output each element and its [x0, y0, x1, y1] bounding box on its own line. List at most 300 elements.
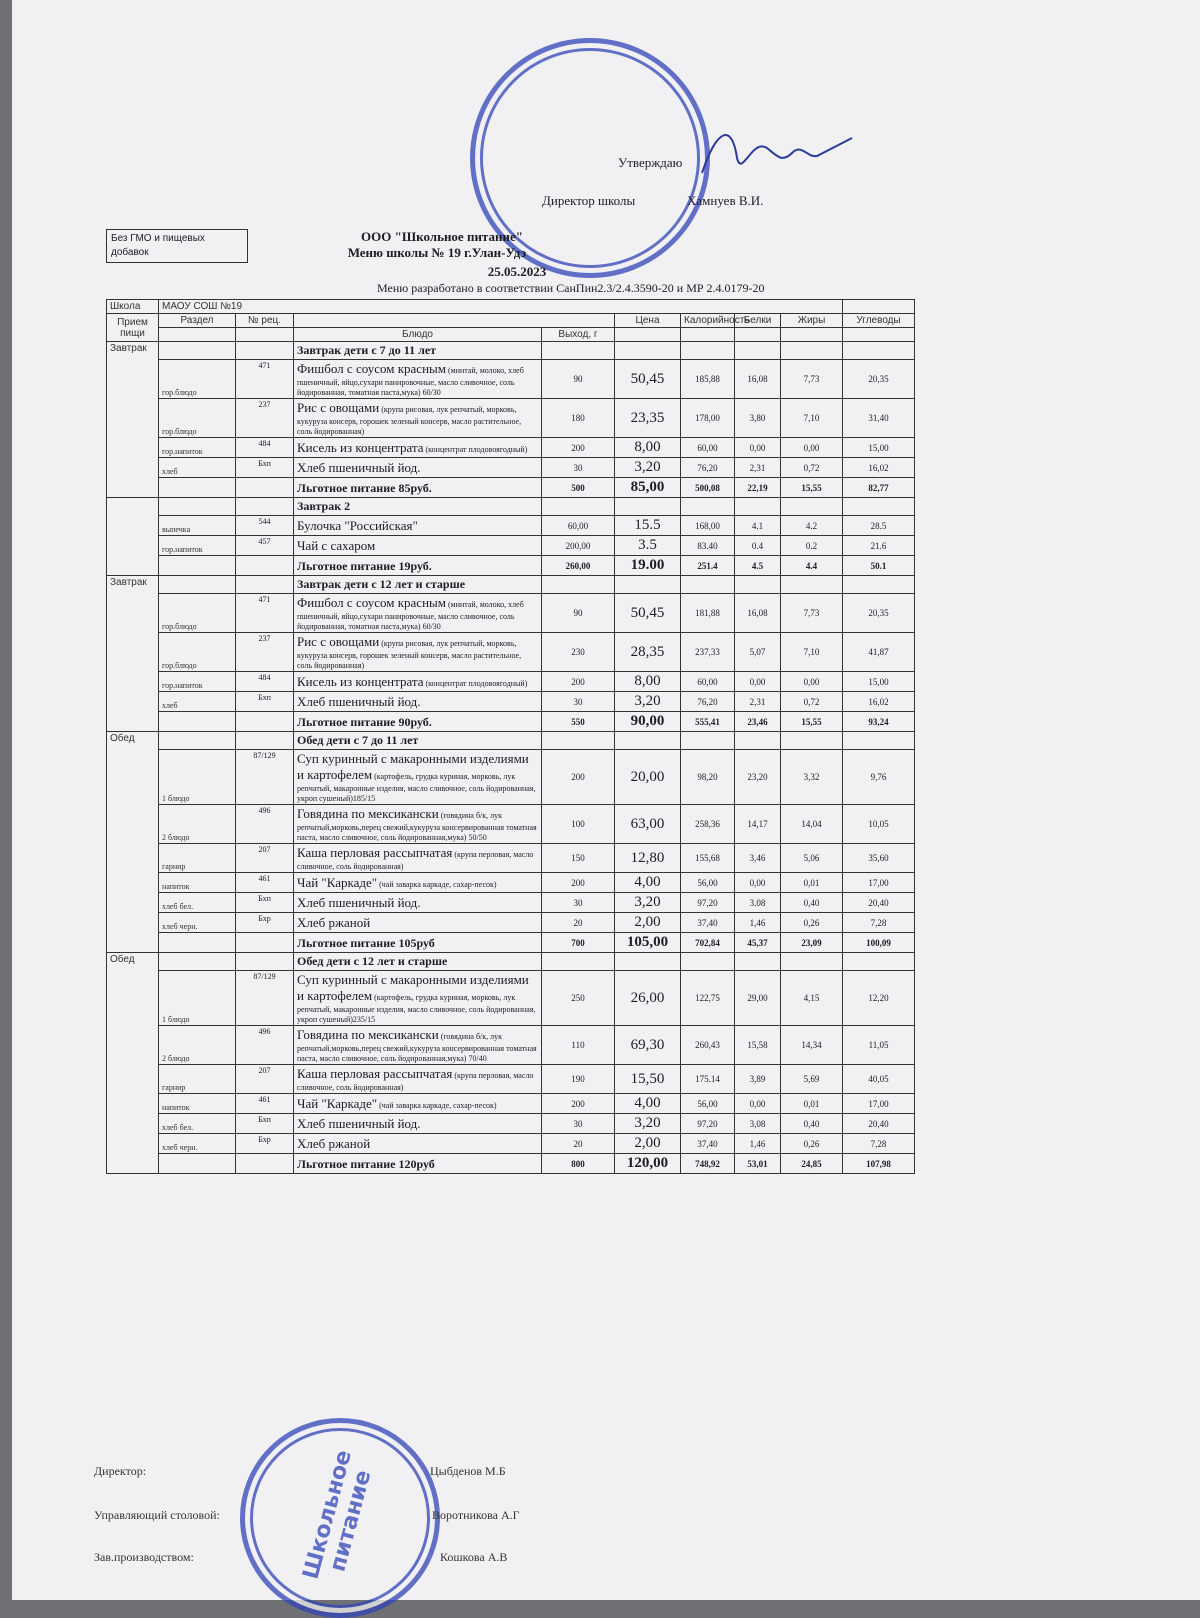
empty-cell	[615, 576, 681, 594]
dish-ingredients: (крупа перловая, масло сливочное, соль йодированная)	[297, 850, 534, 871]
total-kcal: 702,84	[681, 933, 735, 953]
empty-cell	[735, 953, 781, 971]
dish-cell	[294, 516, 542, 536]
dish-name: Суп куринный с макаронными изделиями и картофелем	[297, 972, 529, 1003]
empty-cell	[236, 933, 294, 953]
price-cell: 3,20	[615, 893, 681, 913]
price-cell: 69,30	[615, 1026, 681, 1065]
recipe-cell: Бхр	[236, 1134, 294, 1154]
carb-cell: 35,60	[843, 844, 915, 873]
section-cell: гор.блюдо	[159, 360, 236, 399]
approved-label: Утверждаю	[618, 155, 683, 170]
carb-cell: 16,02	[843, 458, 915, 478]
table-row	[107, 458, 915, 478]
empty-cell	[843, 732, 915, 750]
price-cell: 3,20	[615, 458, 681, 478]
kcal-cell: 56,00	[681, 1094, 735, 1114]
price-cell: 28,35	[615, 633, 681, 672]
dish-cell	[294, 913, 542, 933]
kcal-cell: 60,00	[681, 438, 735, 458]
yield-cell: 30	[542, 692, 615, 712]
dish-cell	[294, 971, 542, 1026]
section-cell: 1 блюдо	[159, 750, 236, 805]
total-row	[107, 1154, 915, 1174]
fat-cell: 0,01	[781, 873, 843, 893]
fat-cell: 7,73	[781, 594, 843, 633]
section-cell: гор.блюдо	[159, 399, 236, 438]
yield-cell: 30	[542, 893, 615, 913]
dish-ingredients: (минтай, молоко, хлеб пшеничный, яйцо,сухари панировочные, масло сливочное, соль йодированная, томатная паста,мука) 60/30	[297, 366, 524, 397]
fat-cell: 0,00	[781, 438, 843, 458]
empty-cell	[615, 342, 681, 360]
section-cell: гор.напиток	[159, 536, 236, 556]
dish-cell	[294, 873, 542, 893]
empty-cell	[615, 328, 681, 342]
block-title: Обед дети с 12 лет и старше	[294, 953, 542, 971]
col-yield: Выход, г	[542, 328, 615, 342]
fat-cell: 7,10	[781, 399, 843, 438]
yield-cell: 200	[542, 438, 615, 458]
table-row	[107, 594, 915, 633]
table-row	[107, 399, 915, 438]
table-row	[107, 1065, 915, 1094]
price-cell: 12,80	[615, 844, 681, 873]
yield-cell: 60,00	[542, 516, 615, 536]
kcal-cell: 260,43	[681, 1026, 735, 1065]
dish-ingredients: (минтай, молоко, хлеб пшеничный, яйцо,сухари панировочные, масло сливочное, соль йодированная, томатная паста,мука) 60/30	[297, 600, 524, 631]
protein-cell: 2,31	[735, 458, 781, 478]
protein-cell: 2,31	[735, 692, 781, 712]
col-protein: Белки	[735, 314, 781, 328]
dish-cell	[294, 360, 542, 399]
carb-cell: 11,05	[843, 1026, 915, 1065]
empty-cell	[843, 328, 915, 342]
dish-name: Хлеб ржаной	[297, 915, 371, 930]
fat-cell: 0,72	[781, 692, 843, 712]
dish-ingredients: (концентрат плодовоягодный)	[423, 445, 528, 454]
protein-cell: 4.1	[735, 516, 781, 536]
table-row	[107, 438, 915, 458]
yield-cell: 200	[542, 672, 615, 692]
dish-cell	[294, 1134, 542, 1154]
dish-name: Говядина по мексикански	[297, 806, 439, 821]
total-yield: 260,00	[542, 556, 615, 576]
section-cell: хлеб черн.	[159, 1134, 236, 1154]
dish-ingredients: (картофель, грудка куриная, морковь, лук репчатый, макаронные изделия, масло сливочное, соль йодированная, укроп сушеный)235/15	[297, 993, 536, 1024]
kcal-cell: 37,40	[681, 1134, 735, 1154]
kcal-cell: 155,68	[681, 844, 735, 873]
carb-cell: 15,00	[843, 672, 915, 692]
table-row	[107, 913, 915, 933]
dish-name: Кисель из концентрата	[297, 674, 424, 689]
col-fat: Жиры	[781, 314, 843, 328]
dish-ingredients: (крупа перловая, масло сливочное, соль йодированная)	[297, 1071, 534, 1092]
fat-cell: 0,40	[781, 1114, 843, 1134]
empty-cell	[735, 576, 781, 594]
column-subheader-row	[107, 328, 915, 342]
total-fat: 15,55	[781, 712, 843, 732]
col-carb: Углеводы	[843, 314, 915, 328]
dish-ingredients: (крупа рисовая, лук репчатый, морковь, кукуруза консерв, горошек зеленый консерв, масло растительное, соль йодированная)	[297, 639, 522, 670]
carb-cell: 15,00	[843, 438, 915, 458]
yield-cell: 20	[542, 913, 615, 933]
table-row	[107, 536, 915, 556]
recipe-cell: Бхр	[236, 913, 294, 933]
yield-cell: 150	[542, 844, 615, 873]
dish-ingredients: (чай заварка каркаде, сахар-песок)	[377, 880, 497, 889]
yield-cell: 200	[542, 873, 615, 893]
carb-cell: 41,87	[843, 633, 915, 672]
recipe-cell: Бхп	[236, 893, 294, 913]
dish-ingredients: (крупа рисовая, лук репчатый, морковь, кукуруза консерв, горошек зеленый консерв, масло растительное, соль йодированная)	[297, 405, 522, 436]
dish-cell	[294, 536, 542, 556]
price-cell: 15.5	[615, 516, 681, 536]
carb-cell: 21.6	[843, 536, 915, 556]
fat-cell: 0,26	[781, 913, 843, 933]
block-title: Обед дети с 7 до 11 лет	[294, 732, 542, 750]
kcal-cell: 83.40	[681, 536, 735, 556]
dish-cell	[294, 1114, 542, 1134]
empty-cell	[735, 732, 781, 750]
note-box: Без ГМО и пищевых добавок	[106, 229, 248, 263]
org-name: ООО "Школьное питание"	[361, 229, 523, 244]
dish-name: Хлеб пшеничный йод.	[297, 460, 421, 475]
total-yield: 700	[542, 933, 615, 953]
section-cell: хлеб	[159, 458, 236, 478]
total-price: 90,00	[615, 712, 681, 732]
empty-cell	[781, 576, 843, 594]
dish-ingredients: (картофель, грудка куриная, морковь, лук репчатый, макаронные изделия, масло сливочное, соль йодированная, укроп сушеный)185/15	[297, 772, 536, 803]
price-cell: 63,00	[615, 805, 681, 844]
dish-name: Рис с овощами	[297, 400, 380, 415]
empty-cell	[236, 342, 294, 360]
total-carb: 93,24	[843, 712, 915, 732]
dish-cell	[294, 750, 542, 805]
price-cell: 50,45	[615, 594, 681, 633]
fat-cell: 7,10	[781, 633, 843, 672]
kcal-cell: 185,88	[681, 360, 735, 399]
dish-name: Фишбол с соусом красным	[297, 595, 446, 610]
recipe-cell: 87/129	[236, 971, 294, 1026]
protein-cell: 0,00	[735, 672, 781, 692]
block-title: Завтрак дети с 12 лет и старше	[294, 576, 542, 594]
col-recipe: № рец.	[236, 314, 294, 328]
yield-cell: 200	[542, 750, 615, 805]
total-price: 19.00	[615, 556, 681, 576]
yield-cell: 90	[542, 360, 615, 399]
dish-name: Суп куринный с макаронными изделиями и картофелем	[297, 751, 529, 782]
price-cell: 15,50	[615, 1065, 681, 1094]
dish-ingredients: (говядина б/к, лук репчатый,морковь,перец свежий,кукуруза консервированная томатная паста, масло сливочное, соль йодированная,мука) 70/40	[297, 1032, 537, 1063]
dish-name: Кисель из концентрата	[297, 440, 424, 455]
kcal-cell: 168,00	[681, 516, 735, 536]
protein-cell: 16,08	[735, 594, 781, 633]
dish-name: Чай "Каркаде"	[297, 875, 378, 890]
table-row	[107, 633, 915, 672]
dish-name: Чай с сахаром	[297, 538, 376, 553]
empty-cell	[236, 712, 294, 732]
footer-canteen-name: Воротникова А.Г	[432, 1508, 520, 1522]
recipe-cell: 471	[236, 594, 294, 633]
block-title-row	[107, 498, 915, 516]
empty-cell	[781, 342, 843, 360]
dish-cell	[294, 1026, 542, 1065]
carb-cell: 20,40	[843, 1114, 915, 1134]
table-row	[107, 971, 915, 1026]
protein-cell: 3,89	[735, 1065, 781, 1094]
carb-cell: 10,05	[843, 805, 915, 844]
dish-ingredients: (чай заварка каркаде, сахар-песок)	[377, 1101, 497, 1110]
table-row	[107, 750, 915, 805]
yield-cell: 90	[542, 594, 615, 633]
empty-cell	[159, 342, 236, 360]
recipe-cell: 457	[236, 536, 294, 556]
price-cell: 26,00	[615, 971, 681, 1026]
empty-cell	[781, 328, 843, 342]
kcal-cell: 98,20	[681, 750, 735, 805]
protein-cell: 14,17	[735, 805, 781, 844]
dish-name: Хлеб пшеничный йод.	[297, 895, 421, 910]
price-cell: 4,00	[615, 1094, 681, 1114]
director-line: Директор школы	[542, 193, 636, 208]
total-kcal: 500,08	[681, 478, 735, 498]
recipe-cell: 544	[236, 516, 294, 536]
carb-cell: 7,28	[843, 913, 915, 933]
dish-cell	[294, 399, 542, 438]
empty-cell	[236, 953, 294, 971]
table-row	[107, 893, 915, 913]
table-row	[107, 692, 915, 712]
total-protein: 53,01	[735, 1154, 781, 1174]
empty-cell	[843, 498, 915, 516]
yield-cell: 250	[542, 971, 615, 1026]
meal-label: Завтрак	[107, 342, 159, 498]
total-fat: 23,09	[781, 933, 843, 953]
meal-label: Завтрак	[107, 576, 159, 732]
recipe-cell: 237	[236, 633, 294, 672]
total-label: Льготное питание 120руб	[294, 1154, 542, 1174]
kcal-cell: 56,00	[681, 873, 735, 893]
dish-ingredients: (говядина б/к, лук репчатый,морковь,перец свежий,кукуруза консервированная томатная паста, масло сливочное, соль йодированная,мука) 50/50	[297, 811, 537, 842]
empty-cell	[781, 732, 843, 750]
protein-cell: 23,20	[735, 750, 781, 805]
total-kcal: 748,92	[681, 1154, 735, 1174]
kcal-cell: 37,40	[681, 913, 735, 933]
empty-cell	[542, 732, 615, 750]
carb-cell: 20,35	[843, 594, 915, 633]
empty-cell	[615, 953, 681, 971]
recipe-cell: Бхп	[236, 1114, 294, 1134]
section-cell: гарнир	[159, 844, 236, 873]
recipe-cell: 496	[236, 805, 294, 844]
yield-cell: 100	[542, 805, 615, 844]
dish-name: Каша перловая рассыпчатая	[297, 1066, 453, 1081]
carb-cell: 17,00	[843, 1094, 915, 1114]
recipe-cell: 461	[236, 1094, 294, 1114]
dish-cell	[294, 692, 542, 712]
total-kcal: 251.4	[681, 556, 735, 576]
section-cell: хлеб черн.	[159, 913, 236, 933]
dish-name: Хлеб пшеничный йод.	[297, 1116, 421, 1131]
carb-cell: 12,20	[843, 971, 915, 1026]
kcal-cell: 60,00	[681, 672, 735, 692]
section-cell: гор.напиток	[159, 672, 236, 692]
footer-production-label: Зав.производством:	[94, 1550, 194, 1564]
empty-cell	[542, 342, 615, 360]
total-protein: 45,37	[735, 933, 781, 953]
section-cell: гор.блюдо	[159, 594, 236, 633]
kcal-cell: 178,00	[681, 399, 735, 438]
yield-cell: 30	[542, 458, 615, 478]
table-row	[107, 360, 915, 399]
dish-cell	[294, 893, 542, 913]
col-dish-header-blank	[294, 314, 615, 328]
total-price: 105,00	[615, 933, 681, 953]
empty-cell	[236, 576, 294, 594]
block-title-row	[107, 576, 915, 594]
dish-cell	[294, 458, 542, 478]
empty-cell	[159, 953, 236, 971]
yield-cell: 200,00	[542, 536, 615, 556]
empty-cell	[843, 342, 915, 360]
column-header-row	[107, 314, 915, 328]
empty-cell	[159, 712, 236, 732]
total-label: Льготное питание 85руб.	[294, 478, 542, 498]
empty-cell	[843, 576, 915, 594]
table-row	[107, 873, 915, 893]
col-kcal: Калорийность	[681, 314, 735, 328]
recipe-cell: 207	[236, 1065, 294, 1094]
empty-cell	[735, 342, 781, 360]
kcal-cell: 97,20	[681, 1114, 735, 1134]
section-cell: хлеб бел.	[159, 1114, 236, 1134]
table-row	[107, 1134, 915, 1154]
director-name: Хамнуев В.И.	[687, 193, 764, 208]
meal-label	[107, 498, 159, 576]
section-cell: 2 блюдо	[159, 1026, 236, 1065]
dish-cell	[294, 1094, 542, 1114]
recipe-cell: 484	[236, 438, 294, 458]
total-yield: 800	[542, 1154, 615, 1174]
price-cell: 20,00	[615, 750, 681, 805]
signature-icon	[697, 118, 857, 188]
empty-cell	[542, 953, 615, 971]
recipe-cell: 471	[236, 360, 294, 399]
table-row	[107, 1026, 915, 1065]
dish-name: Чай "Каркаде"	[297, 1096, 378, 1111]
total-fat: 24,85	[781, 1154, 843, 1174]
empty-cell	[236, 1154, 294, 1174]
stamp-text: Школьное питание	[298, 1447, 377, 1582]
empty-cell	[236, 498, 294, 516]
recipe-cell: 484	[236, 672, 294, 692]
school-label: Школа	[107, 300, 159, 314]
empty-cell	[159, 1154, 236, 1174]
protein-cell: 5,07	[735, 633, 781, 672]
empty-cell	[159, 328, 236, 342]
empty-cell	[159, 478, 236, 498]
empty-cell	[681, 953, 735, 971]
empty-cell	[781, 953, 843, 971]
empty-cell	[159, 732, 236, 750]
total-carb: 100,09	[843, 933, 915, 953]
dish-cell	[294, 672, 542, 692]
dish-name: Говядина по мексикански	[297, 1027, 439, 1042]
dish-name: Рис с овощами	[297, 634, 380, 649]
section-cell: напиток	[159, 873, 236, 893]
total-label: Льготное питание 19руб.	[294, 556, 542, 576]
yield-cell: 190	[542, 1065, 615, 1094]
total-fat: 15,55	[781, 478, 843, 498]
yield-cell: 200	[542, 1094, 615, 1114]
protein-cell: 1,46	[735, 1134, 781, 1154]
table-row	[107, 672, 915, 692]
dish-cell	[294, 438, 542, 458]
price-cell: 3,20	[615, 692, 681, 712]
section-cell: напиток	[159, 1094, 236, 1114]
document-sheet	[12, 0, 1200, 1600]
fat-cell: 7,73	[781, 360, 843, 399]
recipe-cell: 207	[236, 844, 294, 873]
total-carb: 82,77	[843, 478, 915, 498]
section-cell: хлеб	[159, 692, 236, 712]
block-title-row	[107, 732, 915, 750]
yield-cell: 20	[542, 1134, 615, 1154]
price-cell: 50,45	[615, 360, 681, 399]
fat-cell: 14,04	[781, 805, 843, 844]
price-cell: 8,00	[615, 438, 681, 458]
table-row	[107, 1094, 915, 1114]
empty-cell	[159, 498, 236, 516]
dish-name: Фишбол с соусом красным	[297, 361, 446, 376]
dish-name: Хлеб ржаной	[297, 1136, 371, 1151]
block-title: Завтрак дети с 7 до 11 лет	[294, 342, 542, 360]
dish-name: Каша перловая рассыпчатая	[297, 845, 453, 860]
total-protein: 22,19	[735, 478, 781, 498]
carb-cell: 40,05	[843, 1065, 915, 1094]
protein-cell: 3,46	[735, 844, 781, 873]
kcal-cell: 97,20	[681, 893, 735, 913]
total-row	[107, 712, 915, 732]
total-yield: 550	[542, 712, 615, 732]
price-cell: 3.5	[615, 536, 681, 556]
carb-cell: 9,76	[843, 750, 915, 805]
meal-label: Обед	[107, 732, 159, 953]
table-row	[107, 805, 915, 844]
dish-cell	[294, 805, 542, 844]
section-cell: гарнир	[159, 1065, 236, 1094]
empty-cell	[236, 328, 294, 342]
dish-ingredients: (концентрат плодовоягодный)	[423, 679, 528, 688]
total-label: Льготное питание 90руб.	[294, 712, 542, 732]
standard-line: Меню разработано в соответствии СанПин2.3/2.4.3590-20 и МР 2.4.0179-20	[377, 281, 765, 295]
col-price: Цена	[615, 314, 681, 328]
protein-cell: 0,00	[735, 1094, 781, 1114]
price-cell: 4,00	[615, 873, 681, 893]
fat-cell: 14,34	[781, 1026, 843, 1065]
price-cell: 8,00	[615, 672, 681, 692]
table-row	[107, 1114, 915, 1134]
section-cell: гор.напиток	[159, 438, 236, 458]
meal-label: Обед	[107, 953, 159, 1174]
empty-cell	[615, 498, 681, 516]
company-round-seal-icon	[240, 1418, 440, 1618]
kcal-cell: 175.14	[681, 1065, 735, 1094]
table-row	[107, 844, 915, 873]
dish-name: Хлеб пшеничный йод.	[297, 694, 421, 709]
kcal-cell: 237,33	[681, 633, 735, 672]
table-row	[107, 516, 915, 536]
